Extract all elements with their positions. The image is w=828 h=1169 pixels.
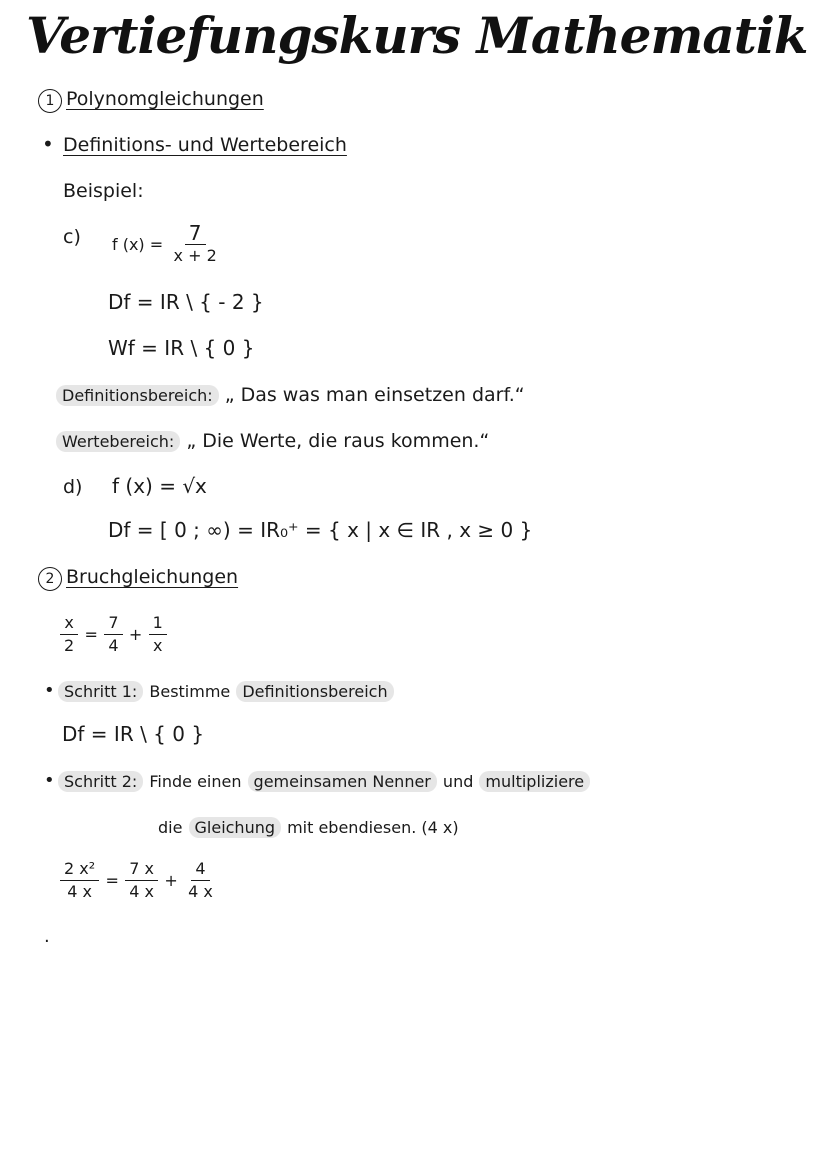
definition-range-text: „ Die Werte, die raus kommen.“ xyxy=(186,430,490,452)
section-2-title: Bruchgleichungen xyxy=(66,566,239,588)
bullet: • xyxy=(44,770,55,791)
step-2-text: Finde einen xyxy=(149,772,242,791)
page-title: Vertiefungskurs Mathematik xyxy=(26,6,808,65)
equals-sign: = xyxy=(105,871,119,890)
subsection-title: Definitions- und Wertebereich xyxy=(63,134,347,156)
definition-domain xyxy=(56,384,525,406)
fraction-denominator: 4 x xyxy=(67,882,92,901)
example-label: Beispiel: xyxy=(63,180,144,202)
fraction-numerator: 1 xyxy=(149,612,167,635)
section-number-2: 2 xyxy=(38,567,62,591)
section-2-heading xyxy=(38,566,238,591)
step-2-highlight-nenner: gemeinsamen Nenner xyxy=(248,771,437,792)
function-c-fraction xyxy=(170,222,221,267)
step-2-highlight-gleichung: Gleichung xyxy=(189,817,282,838)
definition-range-label: Wertebereich: xyxy=(56,431,180,452)
fraction xyxy=(60,612,78,657)
range-c: Wf = IR \ { 0 } xyxy=(108,336,255,360)
fraction xyxy=(149,612,167,657)
fraction-equation-2 xyxy=(60,858,217,903)
equals-sign: = xyxy=(84,625,98,644)
step-2-label: Schritt 2: xyxy=(58,771,143,792)
fraction-numerator: 7 x xyxy=(125,858,158,881)
fraction-denominator: x + 2 xyxy=(173,246,217,265)
step-2-highlight-multipliziere: multipliziere xyxy=(479,771,590,792)
bullet: • xyxy=(42,132,54,156)
example-d-label: d) xyxy=(63,476,83,498)
step-1 xyxy=(58,680,394,702)
fraction-numerator: 2 x² xyxy=(60,858,99,881)
section-1-title: Polynomgleichungen xyxy=(66,88,264,110)
definition-domain-label: Definitionsbereich: xyxy=(56,385,219,406)
definition-range xyxy=(56,430,489,452)
step-2-continuation xyxy=(158,816,459,838)
section-1-heading xyxy=(38,88,264,113)
fraction-numerator: 7 xyxy=(104,612,122,635)
step-2-text-und: und xyxy=(442,772,474,791)
bullet: • xyxy=(44,680,55,701)
fraction-numerator: 4 xyxy=(191,858,209,881)
fraction-denominator: 4 x xyxy=(188,882,213,901)
fraction xyxy=(125,858,158,903)
step-1-text: Bestimme xyxy=(149,682,231,701)
example-c-label: c) xyxy=(63,226,81,248)
domain-d: Df = [ 0 ; ∞) = IR₀⁺ = { x | x ∈ IR , x ≥ 0 } xyxy=(108,518,533,542)
fraction-numerator: x xyxy=(60,612,77,635)
domain-c: Df = IR \ { - 2 } xyxy=(108,290,264,314)
fraction-denominator: 2 xyxy=(64,636,75,655)
domain-step-1: Df = IR \ { 0 } xyxy=(62,722,205,746)
step-1-highlight: Definitionsbereich xyxy=(236,681,393,702)
fraction xyxy=(60,858,99,903)
fraction-denominator: x xyxy=(152,636,163,655)
definition-domain-text: „ Das was man einsetzen darf.“ xyxy=(224,384,525,406)
section-number-1: 1 xyxy=(38,89,62,113)
fraction-numerator: 7 xyxy=(185,222,206,245)
step-2-text-die: die xyxy=(158,818,183,837)
plus-sign: + xyxy=(164,871,178,890)
trailing-dot: . xyxy=(44,926,50,947)
plus-sign: + xyxy=(128,625,143,644)
fraction-equation xyxy=(60,612,167,657)
step-2 xyxy=(58,770,590,792)
function-c-lhs: f (x) = xyxy=(112,235,164,254)
function-d: f (x) = √x xyxy=(112,474,207,498)
fraction-denominator: 4 xyxy=(108,636,119,655)
fraction xyxy=(184,858,217,903)
step-2-text-end: mit ebendiesen. (4 x) xyxy=(287,818,459,837)
fraction-denominator: 4 x xyxy=(129,882,155,901)
function-c xyxy=(112,222,221,267)
fraction xyxy=(104,612,122,657)
step-1-label: Schritt 1: xyxy=(58,681,143,702)
